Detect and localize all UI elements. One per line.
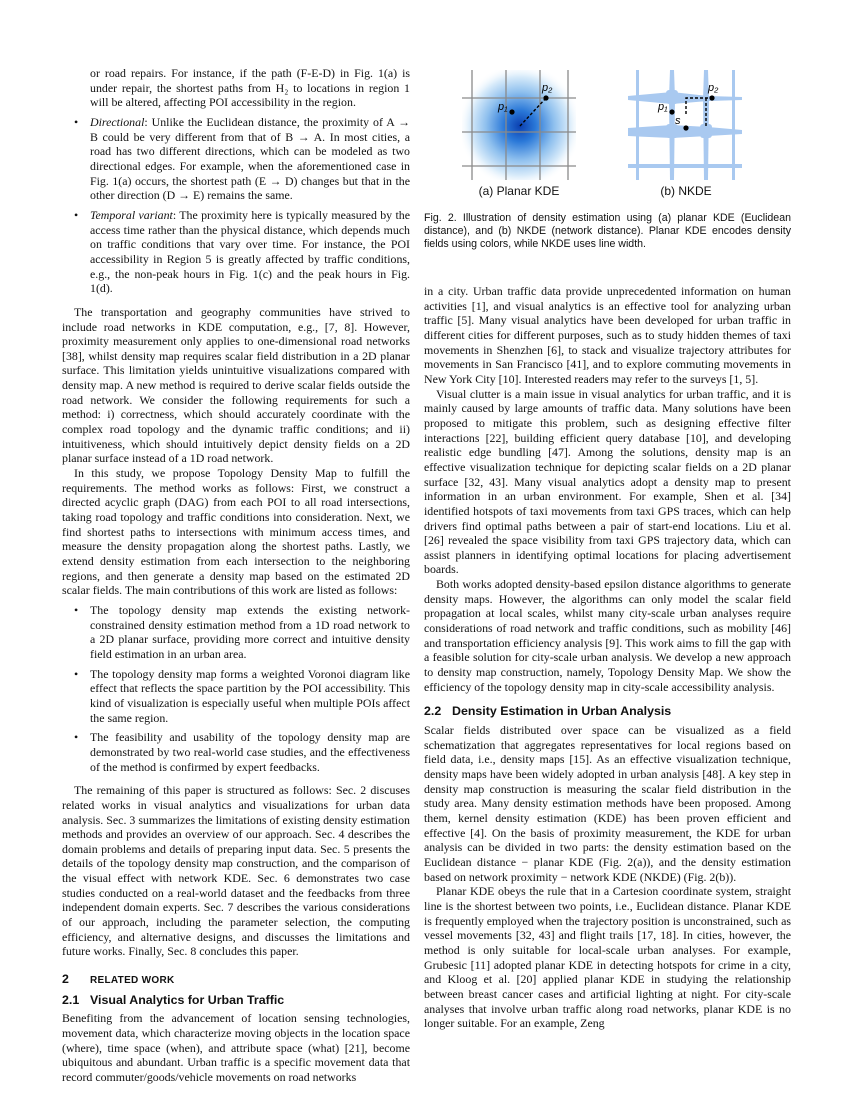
list-item: • The topology density map forms a weighted Voronoi diagram like effect that reflects the space partition by the POI accessibility. This kind of visualization is especially useful when multiple POIs affect the same region. <box>62 667 410 726</box>
label-p2: p₂ <box>708 82 719 94</box>
section-heading: 2 RELATED WORK <box>62 972 175 987</box>
proximity-properties-list <box>62 115 410 296</box>
subsection-heading: 2.1 Visual Analytics for Urban Traffic <box>62 992 285 1007</box>
subsection-heading: 2.2 Density Estimation in Urban Analysis <box>424 704 672 719</box>
paragraph: Scalar fields distributed over space can be visualized as a field schematization that aggregates representatives for local regions based on field data, i.e., density maps [15]. As an effective visualization technique, density maps have been widely adopted in urban analysis [48]. A key step in density map construction is measuring the scalar field distribution in the study area. Many density estimation methods have been proposed. Among them, kernel density estimation (KDE) has been proven efficient and effective [4]. On the basis of proximity measurement, the KDE for urban analysis can be divided in two parts: the density estimation based on the Euclidean distance − planar KDE (Fig. 2(a)), and the density estimation based on network proximity − network KDE (NKDE) (Fig. 2(b)). <box>424 723 791 884</box>
subcaption-a: (a) Planar KDE <box>478 184 560 198</box>
list-item-directional: • Directional: Unlike the Euclidean distance, the proximity of A → B could be very different from that of B → A. In most cities, a road has two different directions, which can be modeled as two directional edges. For example, when the aforementioned case in Fig. 1(a) occurs, the shortest path (E → D) changes but that in the other direction (D → E) remains the same. <box>62 115 410 203</box>
paragraph: Both works adopted density-based epsilon distance algorithms to generate density maps. However, the algorithms can only model the scalar field propagation at local scales, whilst many city-scale urban analyses require considerations of road network and traffic conditions, such as mobility [46] and transportation efficiency analysis [9]. This work aims to fill the gap with a feasible solution for city-scale urban analysis. We develop a new approach to density map construction, namely, Topology Density Map. We show the efficiency of the topology density map in city-scale accessibility analysis. <box>424 577 791 694</box>
contributions-list <box>62 603 410 774</box>
point-s <box>683 125 688 130</box>
point-p1 <box>669 109 674 114</box>
paragraph: Planar KDE obeys the rule that in a Cartesion coordinate system, straight line is the shortest between two points, i.e., Euclidean distance. Planar KDE is frequently employed when the trajectory position is unconstrained, such as vessel movements [32, 43] and flight trails [17, 18]. In cities, however, the method is only suitable for local-scale urban analyses. For example, Grubesic [11] adopted planar KDE in detecting hotspots for crime in a city, and Kloog et al. [20] applied planar KDE in studying the relationship between breast cancer cases and artificial lighting at night. For city-scale analyses that involve urban traffic along road networks, planar KDE is no longer suitable. For an example, Zeng <box>424 884 791 1031</box>
kde-density-field <box>462 70 576 180</box>
figure-caption: Fig. 2. Illustration of density estimation using (a) planar KDE (Euclidean distance), and (b) NKDE (network distance). Planar KDE encodes density fields using colors, while NKDE uses line width. <box>424 212 791 250</box>
point-p2 <box>709 95 714 100</box>
figure-panels <box>424 66 791 206</box>
paragraph: in a city. Urban traffic data provide unprecedented information on human activities [1], and visual analytics is an effective tool for analyzing urban traffic [5]. Many visual analytics have been developed for urban traffic in different cities for different purposes, such as to study hidden themes of taxi movements in Shenzhen [6], to stack and visualize trajectory attributes for movements in San Francisco [41], and to explore commuting movements in New York City [10]. Interested readers may refer to the surveys [1, 5]. <box>424 284 791 386</box>
paragraph: Benefiting from the advancement of location sensing technologies, movement data, which characterize moving objects in the location space (where), time space (when), and attribute space (what) [21], become ubiquitous and abundant. Urban traffic is a specific movement data that record commuter/goods/vehicle movements on road networks <box>62 1011 410 1084</box>
list-item: • The feasibility and usability of the topology density map are demonstrated by two real-world case studies, and the effectiveness of the method is confirmed by expert feedbacks. <box>62 730 410 774</box>
point-p2 <box>543 95 548 100</box>
subcaption-b: (b) NKDE <box>660 184 712 198</box>
point-p1 <box>509 109 514 114</box>
label-p2: p₂ <box>542 82 553 94</box>
nkde-panel <box>628 70 742 180</box>
left-column <box>62 66 410 1085</box>
list-item-temporal: • Temporal variant: The proximity here is typically measured by the access time rather than the physical distance, which depends much on traffic conditions that vary over time. For instance, the POI accessibility in Region 5 is greatly affected by traffic conditions, e.g., the non-peak hours in Fig. 1(c) and the peak hours in Fig. 1(d). <box>62 208 410 296</box>
paragraph: The transportation and geography communities have strived to include road networks in KDE computation, e.g., [7, 8]. However, proximity measurement only applies to one-dimensional road networks [38], whilst density map requires scalar field distribution in a 2D planar surface. This limitation yields unintuitive visualizations compared with density map. A new method is required to derive scalar fields outside the road network. We consider the following requirements for such a method: i) correctness, which should accurately coordinate with the complex road topology and the dynamic traffic conditions; and ii) intuitiveness, which should intuitively depict density fields on a 2D planar surface instead of a 1D road network. <box>62 304 410 466</box>
planar-kde-panel <box>462 70 576 180</box>
right-column <box>424 284 791 1031</box>
paragraph: Visual clutter is a main issue in visual analytics for urban traffic, and it is mainly caused by large amounts of traffic data. Many solutions have been proposed to mitigate this problem, such as designing effective filter interactions [22], building efficient query database [10], and developing realistic edge bundling [47]. Among the solutions, density map is an effective visualization technique for depicting scalar fields on a 2D planar surface [32, 43]. Many visual analytics adopt a density map to present information in an urban environment. For example, Shen et al. [34] identified hotspots of taxi movements from taxi GPS traces, which can help drivers find optimal paths between a pair of start-end locations. Liu et al. [26] revealed the space visibility from taxi GPS trajectory data, which can assist planners in identifying optimal locations for placing advertisement boards. <box>424 386 791 577</box>
label-p1: p₁ <box>658 101 668 113</box>
paragraph-continuation: or road repairs. For instance, if the path (F-E-D) in Fig. 1(a) is under repair, the shortest paths from H₂ to locations in region 1 will be altered, affecting POI accessibility in the region. <box>90 66 410 110</box>
label-p1: p₁ <box>498 101 508 113</box>
paragraph: In this study, we propose Topology Density Map to fulfill the requirements. The method works as follows: First, we construct a directed acyclic graph (DAG) from each POI to all road intersections, taking road topology and traffic conditions into consideration. Next, we find shortest paths to intersections with minimum access times, and measure the density propagation along the shortest paths. Lastly, we extend density estimation from each intersection to the neighboring regions, and then generate a density map based on the estimated 2D scalar fields. The main contributions of this work are listed as follows: <box>62 466 410 598</box>
list-item: • The topology density map extends the existing network-constrained density estimation method from a 1D road network to a 2D planar surface, providing more correct and intuitive density field estimation in an urban area. <box>62 603 410 662</box>
paragraph: The remaining of this paper is structured as follows: Sec. 2 discuses related works in visual analytics and visualizations for urban data analysis. Sec. 3 summarizes the limitations of existing density estimation methods and provides an overview of our approach. Sec. 4 describes the domain problems and details of preparing input data. Sec. 5 presents the details of the topology density map construction, and the comparison of the visual effect with network KDE. Sec. 6 demonstrates two case studies conducted on a real-world dataset and the feedbacks from three independent domain experts. Sec. 7 describes the various considerations of our approach, including the parameter selection, the computing efficiency, and alternative designs, and discusses the limitations and future works. Finally, Sec. 8 concludes this paper. <box>62 783 410 959</box>
figure-2 <box>424 66 791 251</box>
label-s: s <box>675 115 681 127</box>
